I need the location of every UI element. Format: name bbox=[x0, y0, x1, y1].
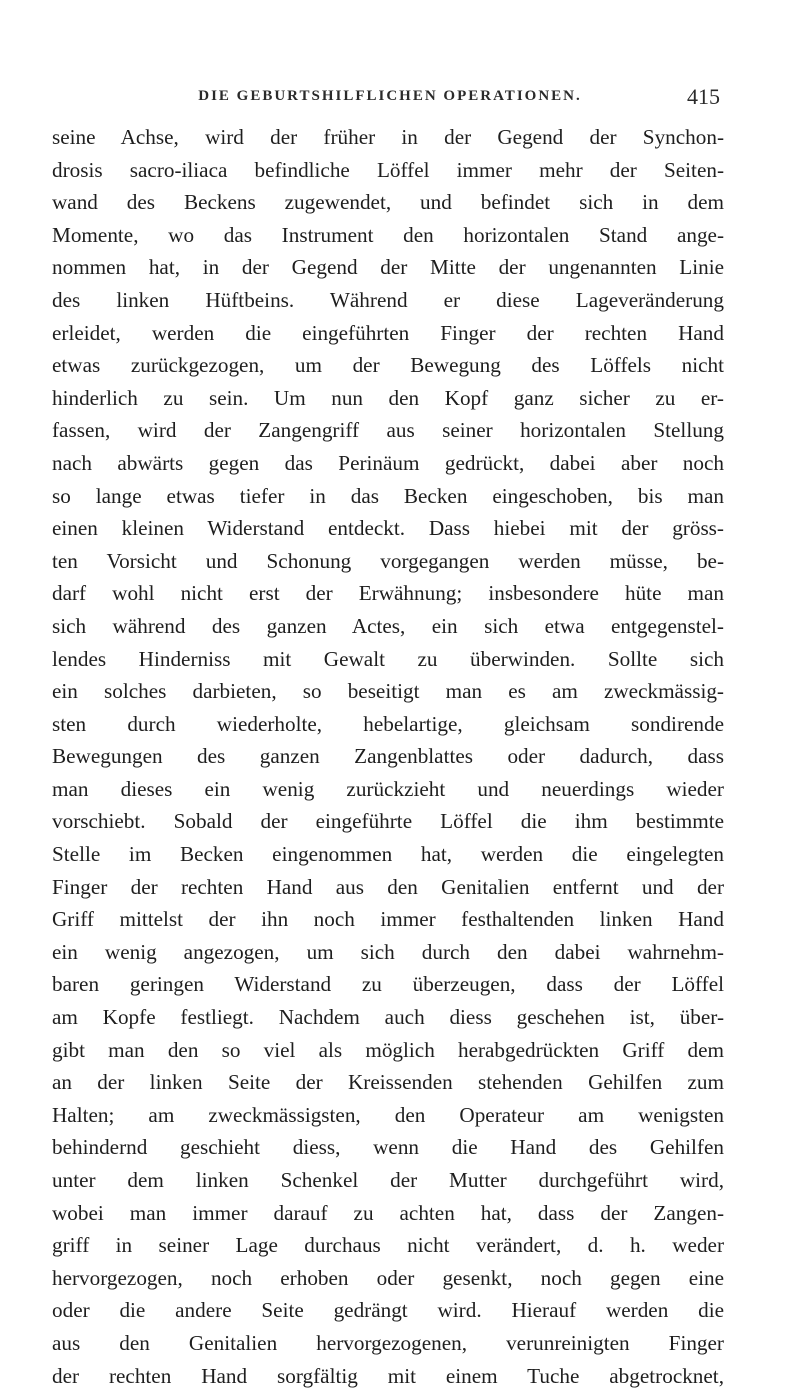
text-line: hinderlich zu sein. Um nun den Kopf ganz sicher zu er- bbox=[52, 385, 724, 410]
text-line: Momente, wo das Instrument den horizontalen Stand ange- bbox=[52, 222, 724, 247]
text-line: Stelle im Becken eingenommen hat, werden die eingelegten bbox=[52, 842, 724, 867]
text-line: ein wenig angezogen, um sich durch den dabei wahrnehm- bbox=[52, 939, 724, 964]
text-line: wand des Beckens zugewendet, und befindet sich in dem bbox=[52, 190, 724, 215]
body-text bbox=[52, 121, 724, 1392]
text-line: nommen hat, in der Gegend der Mitte der ungenannten Linie bbox=[52, 255, 724, 280]
text-line: der rechten Hand sorgfältig mit einem Tuche abgetrocknet, bbox=[52, 1363, 724, 1388]
text-line: sich während des ganzen Actes, ein sich etwa entgegenstel- bbox=[52, 613, 724, 638]
text-line: drosis sacro-iliaca befindliche Löffel immer mehr der Seiten- bbox=[52, 157, 724, 182]
text-line: Griff mittelst der ihn noch immer festhaltenden linken Hand bbox=[52, 907, 724, 932]
text-line: lendes Hinderniss mit Gewalt zu überwinden. Sollte sich bbox=[52, 646, 724, 671]
text-line: darf wohl nicht erst der Erwähnung; insbesondere hüte man bbox=[52, 581, 724, 606]
text-line: an der linken Seite der Kreissenden stehenden Gehilfen zum bbox=[52, 1070, 724, 1095]
text-line: des linken Hüftbeins. Während er diese Lageveränderung bbox=[52, 287, 724, 312]
text-line: behindernd geschieht diess, wenn die Hand des Gehilfen bbox=[52, 1135, 724, 1160]
text-line: griff in seiner Lage durchaus nicht verändert, d. h. weder bbox=[52, 1233, 724, 1258]
text-line: wobei man immer darauf zu achten hat, dass der Zangen- bbox=[52, 1200, 724, 1225]
text-line: Bewegungen des ganzen Zangenblattes oder dadurch, dass bbox=[52, 744, 724, 769]
text-line: nach abwärts gegen das Perinäum gedrückt, dabei aber noch bbox=[52, 450, 724, 475]
text-line: Finger der rechten Hand aus den Genitalien entfernt und der bbox=[52, 874, 724, 899]
running-head bbox=[50, 84, 720, 116]
text-line: erleidet, werden die eingeführten Finger der rechten Hand bbox=[52, 320, 724, 345]
text-line: ten Vorsicht und Schonung vorgegangen werden müsse, be- bbox=[52, 548, 724, 573]
text-line: gibt man den so viel als möglich herabgedrückten Griff dem bbox=[52, 1037, 724, 1062]
text-line: ein solches darbieten, so beseitigt man es am zweckmässig- bbox=[52, 679, 724, 704]
running-title: DIE GEBURTSHILFLICHEN OPERATIONEN. bbox=[198, 88, 582, 104]
text-line: einen kleinen Widerstand entdeckt. Dass hiebei mit der gröss- bbox=[52, 516, 724, 541]
text-line: Halten; am zweckmässigsten, den Operateur am wenigsten bbox=[52, 1102, 724, 1127]
text-line: man dieses ein wenig zurückzieht und neuerdings wieder bbox=[52, 776, 724, 801]
text-line: aus den Genitalien hervorgezogenen, verunreinigten Finger bbox=[52, 1330, 724, 1355]
page-number: 415 bbox=[687, 84, 720, 109]
text-line: so lange etwas tiefer in das Becken eingeschoben, bis man bbox=[52, 483, 724, 508]
text-line: baren geringen Widerstand zu überzeugen, dass der Löffel bbox=[52, 972, 724, 997]
text-line: oder die andere Seite gedrängt wird. Hierauf werden die bbox=[52, 1298, 724, 1323]
text-line: hervorgezogen, noch erhoben oder gesenkt, noch gegen eine bbox=[52, 1265, 724, 1290]
text-line: sten durch wiederholte, hebelartige, gleichsam sondirende bbox=[52, 711, 724, 736]
text-line: seine Achse, wird der früher in der Gegend der Synchon- bbox=[52, 125, 724, 149]
text-line: fassen, wird der Zangengriff aus seiner horizontalen Stellung bbox=[52, 418, 724, 443]
text-line: am Kopfe festliegt. Nachdem auch diess geschehen ist, über- bbox=[52, 1005, 724, 1030]
text-line: unter dem linken Schenkel der Mutter durchgeführt wird, bbox=[52, 1168, 724, 1192]
text-line: etwas zurückgezogen, um der Bewegung des Löffels nicht bbox=[52, 353, 724, 378]
text-line: vorschiebt. Sobald der eingeführte Löffel die ihm bestimmte bbox=[52, 809, 724, 834]
